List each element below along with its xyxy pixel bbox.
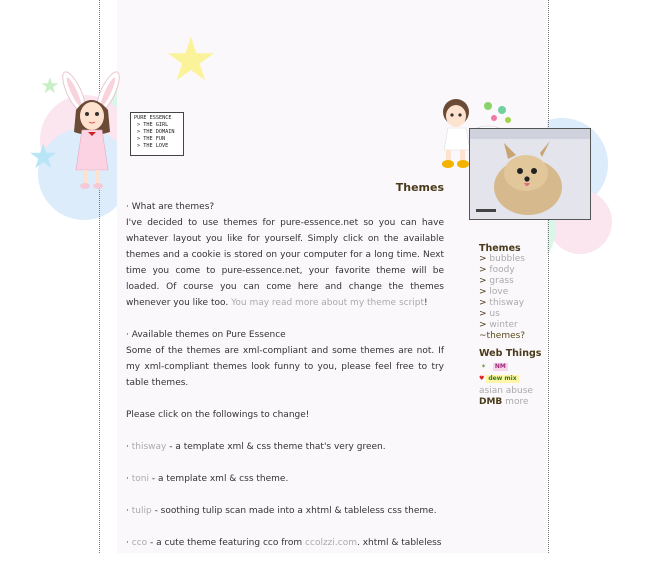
sidebar-item-grass[interactable]: [479, 276, 549, 287]
paragraph: Some of the themes are xml-compliant and some themes are not. If my xml-compliant themes look funny to you, please feel free to try table themes.: [126, 346, 444, 388]
sidebar-item-label: love: [489, 287, 509, 297]
bullet: ·: [126, 474, 129, 484]
star-icon: ★: [164, 25, 218, 95]
theme-desc: - soothing tulip scan made into a xhtml & tableless css theme.: [154, 506, 437, 516]
speech-line: PURE ESSENCE: [134, 115, 172, 121]
paragraph: [126, 215, 444, 311]
section-heading: · What are themes?: [126, 202, 215, 212]
heart-icon: ♥: [479, 375, 485, 382]
page-title: Themes: [395, 181, 444, 194]
theme-link-tulip[interactable]: tulip: [131, 506, 152, 516]
arrow-icon: >: [479, 298, 487, 308]
dew-mix-badge[interactable]: [479, 373, 549, 384]
sidebar-item-label: winter: [489, 320, 518, 330]
theme-desc: - a template xml & css theme.: [151, 474, 289, 484]
arrow-icon: >: [479, 287, 487, 297]
sidebar-item-label: bubbles: [489, 254, 525, 264]
speech-line: > THE GIRL: [137, 122, 169, 128]
instruction-text: Please click on the followings to change!: [126, 410, 310, 420]
sidebar-item-us[interactable]: [479, 309, 549, 320]
sidebar-item-label: themes?: [486, 331, 526, 341]
badge-row: [479, 361, 549, 372]
sidebar-item-label: grass: [489, 276, 514, 286]
tilde-icon: ~: [479, 331, 487, 341]
asian-abuse-link[interactable]: asian abuse: [479, 386, 533, 396]
bullet: ·: [126, 442, 129, 452]
sidebar-heading-web-things: Web Things: [479, 348, 542, 359]
ccolzzi-link[interactable]: ccolzzi.com: [305, 538, 357, 548]
theme-desc: - a cute theme featuring cco from: [150, 538, 303, 548]
more-link[interactable]: more: [505, 397, 529, 407]
paragraph-text: I've decided to use themes for pure-essence.net so you can have whatever layout you like for yourself. Simply click on the available themes and a cookie is stored on your computer for a long time. Next time you come to pure-essence.net, your favorite theme will be loaded. Of course you can come here and change the themes whenever you like too.: [126, 218, 444, 308]
bullet: ·: [126, 538, 129, 548]
speech-line: > THE FUN: [137, 136, 166, 142]
theme-entry: [126, 439, 444, 455]
dog-photo-image: [470, 129, 590, 219]
bullet: ·: [126, 506, 129, 516]
theme-link-cco[interactable]: cco: [131, 538, 148, 548]
dmb-link[interactable]: DMB: [479, 397, 503, 407]
sidebar-item-thisway[interactable]: [479, 298, 549, 309]
theme-entry: [126, 471, 444, 487]
theme-desc: . xhtml & tableless: [356, 538, 442, 548]
sidebar-heading-themes: Themes: [479, 243, 521, 254]
theme-link-thisway[interactable]: thisway: [131, 442, 167, 452]
section-heading: · Available themes on Pure Essence: [126, 330, 286, 340]
arrow-icon: >: [479, 276, 487, 286]
dog-photo: [469, 128, 591, 220]
arrow-icon: >: [479, 320, 487, 330]
theme-entry: [126, 535, 444, 551]
theme-desc: - a template xml & css theme that's very green.: [169, 442, 386, 452]
sparkle-icon: ✶: [481, 363, 487, 370]
arrow-icon: >: [479, 265, 487, 275]
theme-entry: [126, 503, 444, 519]
dew-mix-label: dew mix: [488, 375, 517, 382]
sidebar-item-love[interactable]: [479, 287, 549, 298]
star-icon: ★: [28, 137, 59, 177]
sidebar-item-label: thisway: [489, 298, 525, 308]
arrow-icon: >: [479, 309, 487, 319]
speech-bubble: [130, 112, 184, 156]
arrow-icon: >: [479, 254, 487, 264]
punctuation: !: [424, 298, 428, 308]
sidebar-item-bubbles[interactable]: [479, 254, 549, 265]
sidebar-item-themes[interactable]: [479, 331, 549, 342]
sidebar: [479, 241, 549, 408]
sidebar-item-winter[interactable]: [479, 320, 549, 331]
speech-line: > THE DOMAIN: [137, 129, 175, 135]
sidebar-item-label: us: [489, 309, 500, 319]
star-icon: ★: [40, 74, 60, 99]
main-content: [126, 181, 444, 567]
theme-link-toni[interactable]: toni: [131, 474, 149, 484]
sidebar-item-foody[interactable]: [479, 265, 549, 276]
bunny-girl-illustration: [56, 70, 128, 192]
speech-line: > THE LOVE: [137, 143, 169, 149]
theme-script-link[interactable]: You may read more about my theme script: [231, 298, 425, 308]
link-row: [479, 397, 549, 408]
sidebar-item-label: foody: [489, 265, 515, 275]
nm-badge[interactable]: NM: [494, 363, 506, 370]
